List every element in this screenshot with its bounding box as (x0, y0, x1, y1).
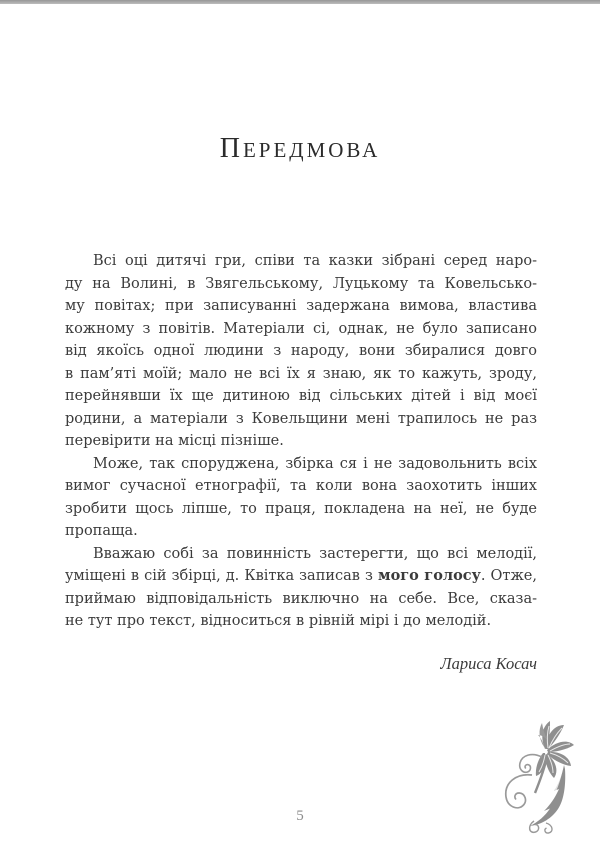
text-segment: в пам’яті моїй; мало не всі їх я знаю, як то кажуть, зроду, (65, 365, 537, 382)
text-line (65, 520, 537, 543)
text-segment: від якоїсь одної людини з народу, вони збиралися довго (65, 343, 537, 359)
text-segment: перейнявши їх ще дитиною від сільських дітей і від моєї (65, 388, 537, 404)
text-line (65, 318, 537, 341)
text-line (65, 610, 537, 633)
text-line (65, 295, 537, 318)
text-segment: пропаща. (65, 523, 138, 539)
text-segment: Може, так споруджена, збірка ся і не задовольнить всіх (93, 455, 537, 472)
text-segment: родини, а матеріали з Ковельщини мені трапилось не раз (65, 410, 537, 427)
text-line (65, 250, 537, 273)
text-segment: кожному з повітів. Матеріали сі, однак, не було записано (65, 320, 537, 337)
text-line (65, 453, 537, 476)
chapter-title: ПЕРЕДМОВА (219, 133, 381, 164)
text-segment: не тут про текст, відноситься в рівній мірі і до мелодій. (65, 613, 492, 629)
body-text (65, 250, 537, 633)
text-line (65, 475, 537, 498)
text-segment: Всі оці дитячі гри, співи та казки зібрані серед наро- (93, 253, 537, 269)
text-segment: му повітах; при записуванні задержана вимова, властива (65, 298, 537, 314)
text-segment: уміщені в сій збірці, д. Квітка записав з (65, 568, 378, 584)
text-segment: приймаю відповідальність виключно на себе. Все, сказа- (65, 590, 537, 607)
text-line (65, 565, 537, 588)
text-line (65, 385, 537, 408)
text-segment: зробити щось ліпше, то праця, покладена на неї, не буде (65, 500, 537, 517)
emphasized-text: мого голосу (377, 567, 481, 584)
text-segment: ду на Волині, в Звягельському, Луцькому та Ковельсько- (65, 275, 537, 292)
floral-flourish-icon (498, 717, 578, 837)
page-number: 5 (296, 808, 304, 824)
author-signature: Лариса Косач (440, 653, 537, 673)
text-segment: вимог сучасної етнографії, та коли вона заохотить інших (65, 478, 537, 494)
text-line (65, 543, 537, 566)
text-line (65, 363, 537, 386)
text-line (65, 273, 537, 296)
text-line (65, 498, 537, 521)
window-top-edge (0, 0, 600, 4)
text-segment: перевірити на місці пізніше. (65, 433, 284, 449)
text-line (65, 588, 537, 611)
floral-flourish-ornament (498, 717, 578, 837)
text-segment: Вважаю собі за повинність застерегти, що всі мелодії, (93, 545, 537, 562)
text-segment: . Отже, (480, 568, 537, 584)
text-line (65, 430, 537, 453)
text-line (65, 340, 537, 363)
text-line (65, 408, 537, 431)
